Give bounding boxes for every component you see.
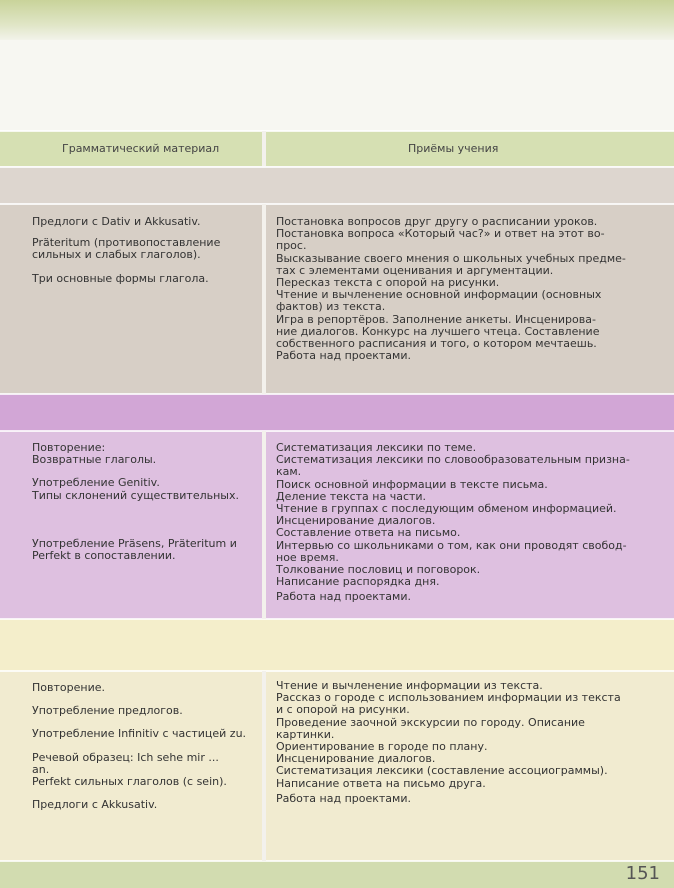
top-decorative-band [0,0,674,40]
divider [0,166,674,168]
list-item: Инсценирование диалогов. [276,514,436,528]
divider [0,130,674,132]
list-item: Употребление Genitiv. Типы склонений существительных. [32,476,239,502]
list-item: Составление ответа на письмо. [276,526,461,540]
divider [0,860,674,862]
section-1-methods-cell [276,216,641,362]
list-item: Повторение: Возвратные глаголы. [32,441,157,467]
column-header-methods: Приёмы учения [408,142,499,155]
column-divider [262,204,266,394]
section-1-grammar-cell [32,216,257,285]
section-2-grammar-cell [32,442,257,562]
list-item: Деление текста на части. [276,489,427,503]
section-1-heading-band [0,166,674,205]
list-item: Чтение и вычленение информации из текста. [276,679,543,692]
section-3-heading-band [0,619,674,671]
column-header-grammar: Грамматический материал [62,142,220,155]
list-item: Употребление Präsens, Präteritum и Perfekt в сопоставлении. [32,536,237,563]
list-item: Повторение. [32,681,105,694]
list-item: Систематизация лексики по теме. [276,441,477,454]
list-item: Предлоги с Dativ и Akkusativ. [32,215,201,228]
list-item: Рассказ о городе с использованием информации из текста и с опорой на рисунки. [276,691,621,717]
list-item: Чтение в группах с последующим обменом информацией. [276,502,617,516]
list-item: Игра в репортёров. Заполнение анкеты. Инсценирова- ние диалогов. Конкурс на лучшего чтеца. Составление собственного расписания и того, о котором мечтаешь. [276,312,600,351]
list-item: Употребление Infinitiv с частицей zu. [32,727,247,741]
list-item: Чтение и вычленение основной информации (основных фактов) из текста. [276,288,602,314]
page-number: 151 [625,863,660,884]
list-item: Написание распорядка дня. [276,575,440,589]
list-item: Постановка вопроса «Который час?» и ответ на этот во- прос. [276,227,605,253]
list-item: Инсценирование диалогов. [276,752,436,766]
list-item: Работа над проектами. [276,349,411,363]
list-item: Проведение заочной экскурсии по городу. Описание картинки. [276,715,585,741]
divider [0,430,674,432]
section-3-methods-cell [276,680,641,805]
bottom-decorative-band [0,861,674,888]
divider [0,393,674,395]
section-3-grammar-cell [32,682,257,811]
list-item: Систематизация лексики (составление ассоциограммы). [276,764,608,778]
list-item: Толкование пословиц и поговорок. [276,563,481,577]
section-2-heading-band [0,394,674,431]
list-item: Речевой образец: Ich sehe mir ... an. Perfekt сильных глаголов (с sein). [32,750,227,789]
divider [0,618,674,620]
list-item: Написание ответа на письмо друга. [276,776,486,790]
list-item: Систематизация лексики по словообразовательным призна- кам. [276,453,630,479]
list-item: Работа над проектами. [276,791,411,805]
section-2-methods-cell [276,442,641,604]
list-item: Работа над проектами. [276,590,411,604]
list-item: Три основные формы глагола. [32,271,209,285]
list-item: Пересказ текста с опорой на рисунки. [276,276,500,290]
list-item: Интервью со школьниками о том, как они проводят свобод- ное время. [276,538,627,564]
column-divider [262,671,266,861]
divider [0,670,674,672]
list-item: Употребление предлогов. [32,704,183,718]
list-item: Поиск основной информации в тексте письма. [276,477,548,491]
list-item: Ориентирование в городе по плану. [276,740,488,754]
list-item: Высказывание своего мнения о школьных учебных предме- тах с элементами оценивания и аргументации. [276,251,626,277]
column-divider [262,131,266,166]
column-divider [262,431,266,619]
divider [0,203,674,205]
list-item: Präteritum (противопоставление сильных и слабых глаголов). [32,236,221,262]
list-item: Постановка вопросов друг другу о расписании уроков. [276,215,598,228]
list-item: Предлоги с Akkusativ. [32,798,158,812]
